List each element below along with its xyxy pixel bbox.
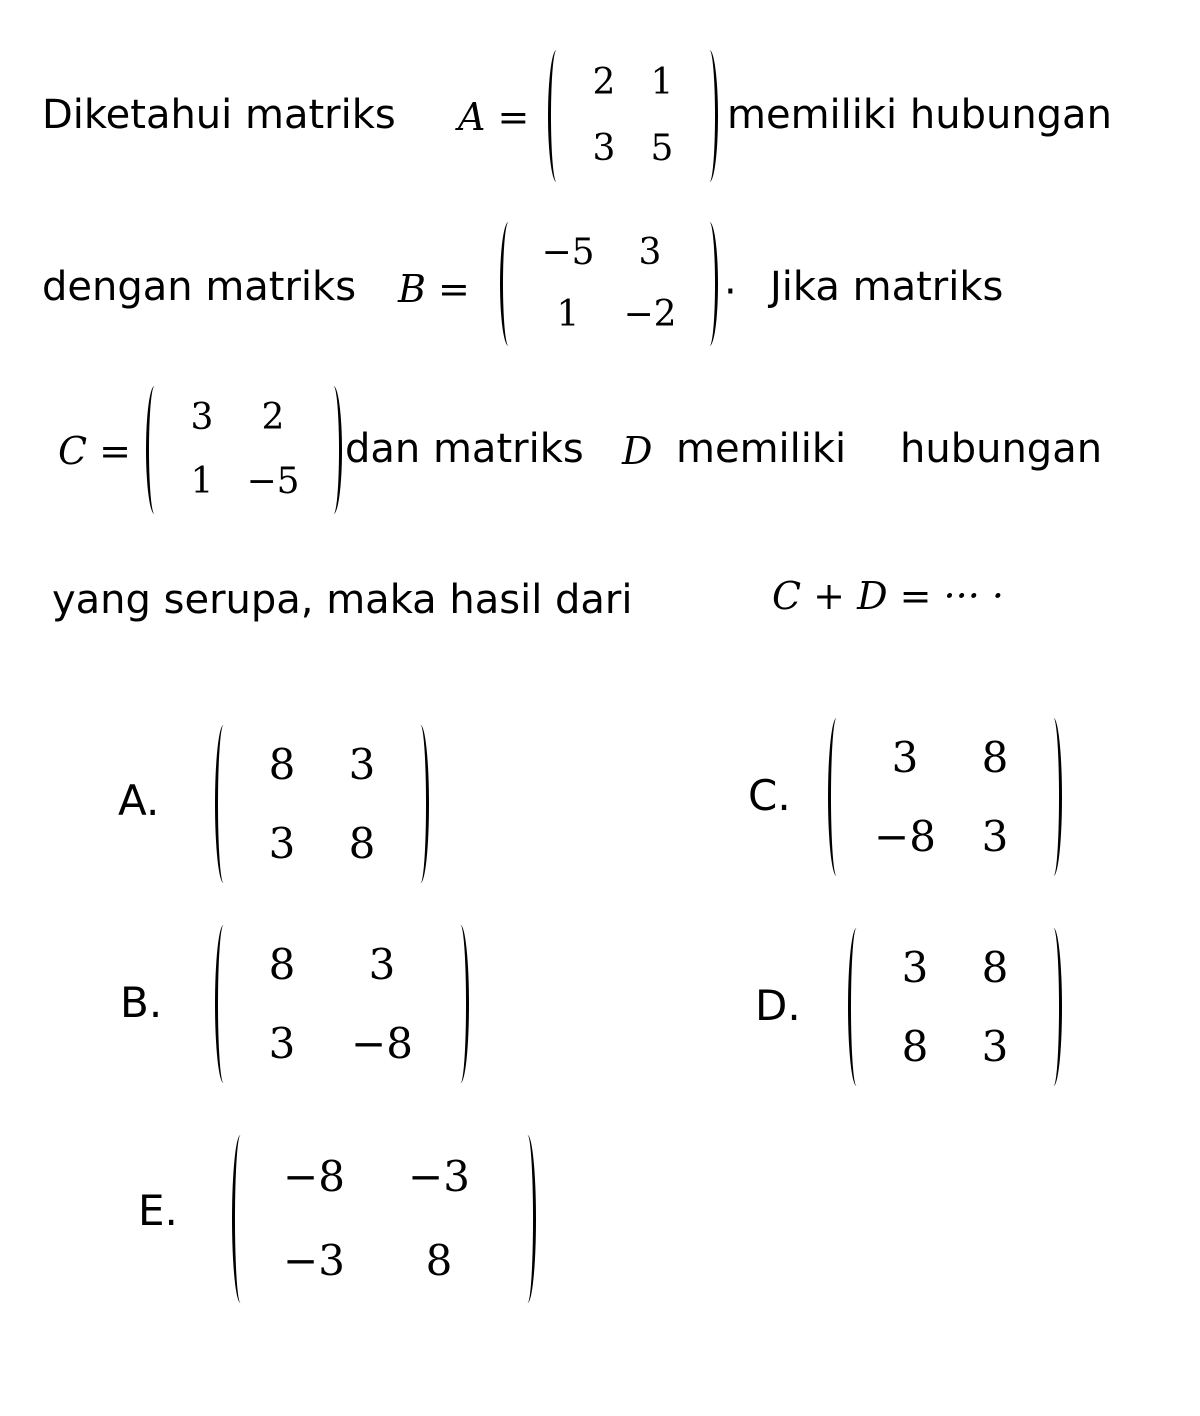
option-d-matrix[interactable] bbox=[848, 928, 1062, 1086]
question-line3-text-a: dan matriks bbox=[345, 426, 584, 472]
option-b-cell: 3 bbox=[268, 1018, 296, 1068]
option-a-label[interactable]: A. bbox=[118, 776, 160, 825]
matrix-c-right-paren bbox=[325, 386, 342, 514]
matrix-c-cells bbox=[163, 386, 325, 514]
option-d-cell: 8 bbox=[901, 1021, 929, 1071]
option-a-cell: 3 bbox=[348, 739, 376, 789]
matrix-b-cell: 3 bbox=[638, 232, 662, 273]
option-e-right-paren bbox=[519, 1135, 536, 1303]
matrix-a-left-paren bbox=[548, 50, 565, 182]
option-b-label[interactable]: B. bbox=[120, 978, 163, 1027]
matrix-a-cell: 1 bbox=[650, 62, 674, 103]
matrix-b-cell: −5 bbox=[541, 232, 595, 273]
matrix-b bbox=[500, 222, 718, 346]
option-c-cell: 8 bbox=[981, 732, 1009, 782]
option-a-right-paren bbox=[412, 725, 429, 883]
matrix-a-cell: 5 bbox=[650, 128, 674, 169]
matrix-b-period: · bbox=[724, 269, 737, 315]
matrix-a-cells bbox=[565, 50, 701, 182]
option-e-label[interactable]: E. bbox=[138, 1186, 178, 1235]
matrix-a-symbol: A = bbox=[458, 95, 530, 139]
question-line2-text: dengan matriks bbox=[42, 264, 357, 310]
option-d-label[interactable]: D. bbox=[755, 981, 801, 1030]
option-e-matrix[interactable] bbox=[232, 1135, 536, 1303]
option-a-cell: 8 bbox=[348, 818, 376, 868]
option-b-cell: 8 bbox=[268, 939, 296, 989]
question-line3-text-b: memiliki bbox=[676, 426, 847, 472]
question-expression: C + D = ··· · bbox=[772, 574, 1004, 618]
option-c-matrix[interactable] bbox=[828, 718, 1062, 876]
option-a-matrix[interactable] bbox=[215, 725, 429, 883]
option-c-cell: 3 bbox=[891, 732, 919, 782]
question-line4-text: yang serupa, maka hasil dari bbox=[52, 577, 633, 623]
option-d-left-paren bbox=[848, 928, 865, 1086]
option-b-matrix[interactable] bbox=[215, 925, 469, 1083]
option-e-left-paren bbox=[232, 1135, 249, 1303]
matrix-b-left-paren bbox=[500, 222, 517, 346]
matrix-c-left-paren bbox=[146, 386, 163, 514]
matrix-b-cells bbox=[517, 222, 701, 346]
matrix-c-cell: 2 bbox=[261, 397, 285, 438]
option-e-cell: 8 bbox=[425, 1236, 453, 1285]
option-c-left-paren bbox=[828, 718, 845, 876]
question-line1-after: memiliki hubungan bbox=[727, 92, 1112, 138]
option-d-cell: 8 bbox=[981, 942, 1009, 992]
option-a-cell: 8 bbox=[268, 739, 296, 789]
option-d-cell: 3 bbox=[901, 942, 929, 992]
matrix-c-cell: 1 bbox=[190, 461, 214, 502]
option-c-right-paren bbox=[1045, 718, 1062, 876]
question-line3-text-c: hubungan bbox=[900, 426, 1103, 472]
matrix-c-cell: −5 bbox=[246, 461, 300, 502]
option-e-cell: −3 bbox=[408, 1152, 470, 1201]
matrix-c-cell: 3 bbox=[190, 397, 214, 438]
matrix-a-right-paren bbox=[701, 50, 718, 182]
matrix-b-cell: −2 bbox=[623, 294, 677, 335]
question-line1-text: Diketahui matriks bbox=[42, 92, 396, 138]
option-d-right-paren bbox=[1045, 928, 1062, 1086]
matrix-b-symbol: B = bbox=[398, 267, 470, 311]
option-b-left-paren bbox=[215, 925, 232, 1083]
option-a-cells bbox=[232, 725, 412, 883]
matrix-c bbox=[146, 386, 342, 514]
option-d-cells bbox=[865, 928, 1045, 1086]
option-c-cell: −8 bbox=[874, 811, 936, 861]
matrix-a bbox=[548, 50, 718, 182]
matrix-a-cell: 3 bbox=[592, 128, 616, 169]
option-c-cell: 3 bbox=[981, 811, 1009, 861]
option-e-cell: −8 bbox=[283, 1152, 345, 1201]
question-line2-after: Jika matriks bbox=[770, 264, 1004, 310]
option-e-cell: −3 bbox=[283, 1236, 345, 1285]
matrix-a-cell: 2 bbox=[592, 62, 616, 103]
matrix-d-symbol: D bbox=[622, 429, 653, 473]
option-a-cell: 3 bbox=[268, 818, 296, 868]
option-b-cell: 3 bbox=[368, 939, 396, 989]
option-b-cells bbox=[232, 925, 452, 1083]
matrix-b-cell: 1 bbox=[556, 294, 580, 335]
option-c-label[interactable]: C. bbox=[748, 771, 791, 820]
matrix-c-symbol: C = bbox=[58, 429, 131, 473]
option-b-cell: −8 bbox=[351, 1018, 413, 1068]
matrix-b-right-paren bbox=[701, 222, 718, 346]
option-a-left-paren bbox=[215, 725, 232, 883]
option-c-cells bbox=[845, 718, 1045, 876]
option-b-right-paren bbox=[452, 925, 469, 1083]
option-e-cells bbox=[249, 1135, 519, 1303]
option-d-cell: 3 bbox=[981, 1021, 1009, 1071]
